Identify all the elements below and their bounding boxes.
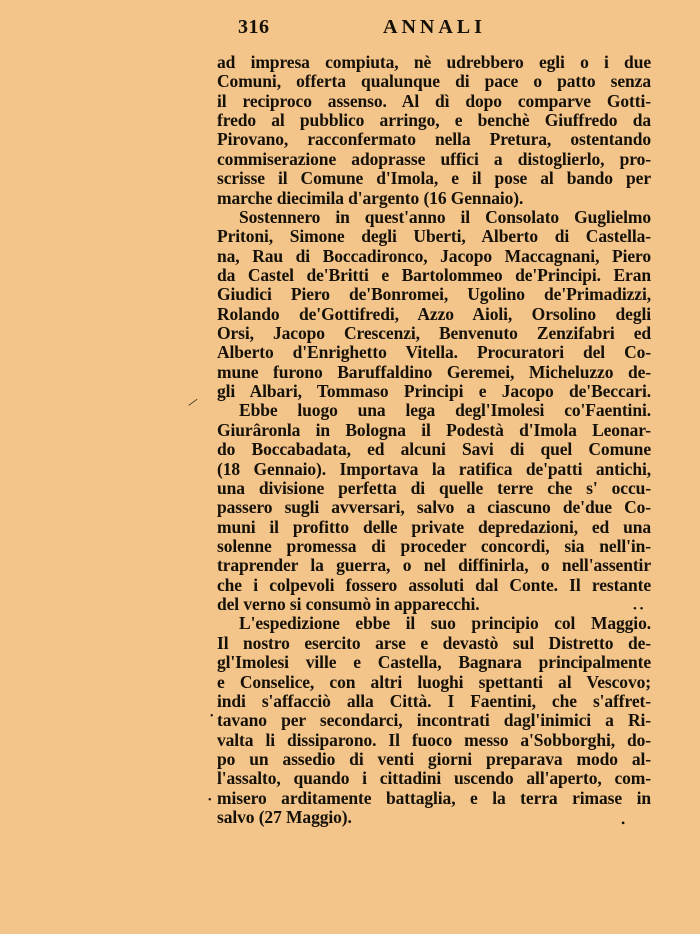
text-line: Giurâronla in Bologna il Podestà d'Imola Leonar- <box>217 419 651 440</box>
text-line: indi s'affacciò alla Città. I Faentini, che s'affret- <box>217 690 651 711</box>
text-line: solenne promessa di proceder concordi, sia nell'in- <box>217 535 651 556</box>
text-line: Giudici Piero de'Bonromei, Ugolino de'Primadizzi, <box>217 284 651 305</box>
paragraph-start-line: Sostennero in quest'anno il Consolato Guglielmo <box>239 206 651 227</box>
text-line: da Castel de'Britti e Bartolommeo de'Principi. Eran <box>217 264 651 285</box>
text-line: marche diecimila d'argento (16 Gennaio). <box>217 187 524 208</box>
text-line: ad impresa compiuta, nè udrebbero egli o i due <box>217 52 651 72</box>
text-line: mune furono Baruffaldino Geremei, Micheluzzo de- <box>217 361 651 382</box>
text-line: commiserazione adoprasse uffici a distoglierlo, pro- <box>217 148 651 169</box>
text-line: misero arditamente battaglia, e la terra rimase in <box>217 787 651 808</box>
print-speck-mark: • <box>621 816 626 830</box>
text-line: passero sugli avversari, salvo a ciascuno de'due Co- <box>217 497 651 518</box>
text-line: Orsi, Jacopo Crescenzi, Benvenuto Zenzifabri ed <box>217 323 651 344</box>
text-line: fredo al pubblico arringo, e benchè Giuffredo da <box>217 110 651 131</box>
print-speck-mark: • • <box>633 603 644 615</box>
text-line: muni il profitto delle private depredazioni, ed una <box>217 516 651 537</box>
text-line: del verno si consumò in apparecchi. <box>217 594 480 615</box>
text-line: Alberto d'Enrighetto Vitella. Procuratori del Co- <box>217 342 651 363</box>
paragraph-start-line: Ebbe luogo una lega degl'Imolesi co'Faentini. <box>239 400 651 421</box>
text-line: Comuni, offerta qualunque di pace o patto senza <box>217 71 651 92</box>
text-line: tavano per secondarci, incontrati dagl'inimici a Ri- <box>217 710 651 731</box>
text-line: Pirovano, racconfermato nella Pretura, ostentando <box>217 129 651 150</box>
text-line: salvo (27 Maggio). <box>217 807 352 828</box>
text-line: valta li dissiparono. Il fuoco messo a'Sobborghi, do- <box>217 729 651 750</box>
running-title: ANNALI <box>383 16 486 38</box>
print-speck-mark: • <box>208 795 212 806</box>
margin-stroke-mark: / <box>186 395 199 411</box>
text-line: che i colpevoli fossero assoluti dal Conte. Il restante <box>217 574 651 595</box>
text-line: il reciproco assenso. Al dì dopo comparve Gotti- <box>217 90 651 111</box>
text-line: na, Rau di Boccadironco, Jacopo Maccagnani, Piero <box>217 245 651 266</box>
text-line: e Conselice, con altri luoghi spettanti al Vescovo; <box>217 671 651 692</box>
paragraph-start-line: L'espedizione ebbe il suo principio col Maggio. <box>239 613 651 634</box>
text-line: (18 Gennaio). Importava la ratifica de'patti antichi, <box>217 458 651 479</box>
print-speck-mark: • <box>210 711 214 722</box>
text-line: una divisione perfetta di quelle terre che s' occu- <box>217 477 651 498</box>
body-text <box>217 53 651 827</box>
text-line: traprender la guerra, o nel diffinirla, o nell'assentir <box>217 555 651 576</box>
text-line: po un assedio di venti giorni preparava modo al- <box>217 748 651 769</box>
text-line: Rolando de'Gottifredi, Azzo Aioli, Orsolino degli <box>217 303 651 324</box>
text-line: gl'Imolesi ville e Castella, Bagnara principalmente <box>217 652 651 673</box>
page-header <box>0 16 700 46</box>
text-line: gli Albari, Tommaso Principi e Jacopo de'Beccari. <box>217 381 651 402</box>
page-number: 316 <box>238 16 270 38</box>
text-line: do Boccabadata, ed alcuni Savi di quel Comune <box>217 439 651 460</box>
text-line: scrisse il Comune d'Imola, e il pose al bando per <box>217 168 651 189</box>
text-line: Il nostro esercito arse e devastò sul Distretto de- <box>217 632 651 653</box>
text-line: l'assalto, quando i cittadini uscendo all'aperto, com- <box>217 768 651 789</box>
text-line: Pritoni, Simone degli Uberti, Alberto di Castella- <box>217 226 651 247</box>
